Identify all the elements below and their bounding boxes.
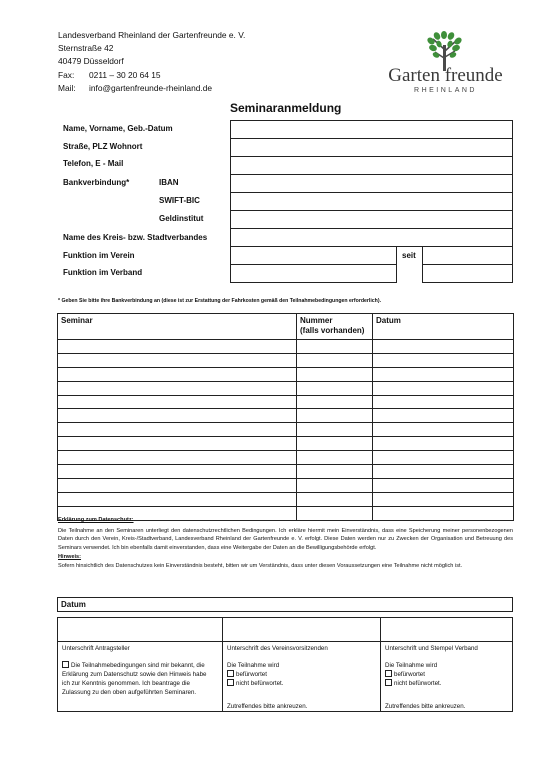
privacy-heading: Erklärung zum Datenschutz: <box>58 517 134 523</box>
club-approval-line: Die Teilnahme wird <box>227 662 280 669</box>
bic-field[interactable] <box>230 192 513 211</box>
nummer-cell[interactable] <box>297 353 373 367</box>
label-bic: SWIFT-BIC <box>159 196 200 205</box>
datum-cell[interactable] <box>373 367 514 381</box>
nummer-cell[interactable] <box>297 381 373 395</box>
datum-cell[interactable] <box>373 437 514 451</box>
sender-address <box>58 29 245 95</box>
hint-text: Sofern hinsichtlich des Datenschutzes kein Einverständnis besteht, bitten wir um Verständnis, dass unter diesen Voraussetzungen eine Teilnahme nicht möglich ist. <box>58 562 463 569</box>
assoc-approve-checkbox[interactable] <box>385 670 392 677</box>
mail-label: Mail: <box>58 82 76 93</box>
nummer-cell[interactable] <box>297 465 373 479</box>
logo-region: RHEINLAND <box>414 87 477 94</box>
label-district: Name des Kreis- bzw. Stadtverbandes <box>63 233 208 242</box>
phone-field[interactable] <box>230 156 513 175</box>
label-institute: Geldinstitut <box>159 214 204 223</box>
iban-field[interactable] <box>230 174 513 193</box>
seminar-table-header <box>58 314 514 340</box>
club-approve-checkbox[interactable] <box>227 670 234 677</box>
assoc-approval <box>385 661 441 688</box>
nummer-cell[interactable] <box>297 451 373 465</box>
table-row <box>58 381 514 395</box>
signature-line-club[interactable] <box>223 618 380 642</box>
applicant-heading: Unterschrift Antragsteller <box>62 645 130 652</box>
col-nummer-label: Nummer <box>300 316 333 325</box>
nummer-cell[interactable] <box>297 492 373 506</box>
signature-applicant <box>58 618 223 711</box>
seminar-cell[interactable] <box>58 367 297 381</box>
nummer-cell[interactable] <box>297 478 373 492</box>
assoc-approval-line: Die Teilnahme wird <box>385 662 438 669</box>
table-row <box>58 340 514 354</box>
assoc-reject-checkbox[interactable] <box>385 679 392 686</box>
label-street: Straße, PLZ Wohnort <box>63 142 143 151</box>
table-row <box>58 409 514 423</box>
street: Sternstraße 42 <box>58 43 114 54</box>
datum-cell[interactable] <box>373 465 514 479</box>
table-row <box>58 367 514 381</box>
institute-field[interactable] <box>230 210 513 229</box>
table-row <box>58 451 514 465</box>
applicant-consent <box>62 661 214 697</box>
logo-wordmark: Garten freunde <box>388 65 503 86</box>
datum-cell[interactable] <box>373 492 514 506</box>
club-heading: Unterschrift des Vereinsvorsitzenden <box>227 645 328 652</box>
privacy-section <box>58 516 513 570</box>
signature-club-chair <box>223 618 381 711</box>
seminar-cell[interactable] <box>58 409 297 423</box>
col-nummer-sub: (falls vorhanden) <box>300 326 365 335</box>
logo <box>373 31 518 99</box>
seminar-table <box>57 313 514 521</box>
org-name: Landesverband Rheinland der Gartenfreunde e. V. <box>58 30 246 40</box>
mail-line <box>58 82 245 95</box>
assoc-function-field[interactable] <box>230 264 397 283</box>
seminar-cell[interactable] <box>58 492 297 506</box>
nummer-cell[interactable] <box>297 367 373 381</box>
seminar-cell[interactable] <box>58 381 297 395</box>
city: 40479 Düsseldorf <box>58 56 124 67</box>
table-row <box>58 478 514 492</box>
datum-cell[interactable] <box>373 353 514 367</box>
seminar-cell[interactable] <box>58 340 297 354</box>
table-row <box>58 353 514 367</box>
nummer-cell[interactable] <box>297 395 373 409</box>
col-datum: Datum <box>373 314 514 340</box>
label-iban: IBAN <box>159 178 179 187</box>
datum-cell[interactable] <box>373 381 514 395</box>
nummer-cell[interactable] <box>297 340 373 354</box>
privacy-text: Die Teilnahme an den Seminaren unterliegt den datenschutzrechtlichen Bedingungen. Ich erkläre hiermit mein Einverständnis, dass eine Speicherung meiner personenbezogenen Daten durch den Verein, Kreis-/Stadtverband, Landesverband Rheinland der Gartenfreunde e. V. erfolgt. Diese Daten werden nur zu Zwecken der Organisation und Betreuung des Seminars verwendet. Ich bin ebenfalls damit einverstanden, dass eine Weitergabe der Daten an die Bewilligungsbehörde erfolgt. <box>58 527 513 551</box>
seminar-cell[interactable] <box>58 437 297 451</box>
label-club-function: Funktion im Verein <box>63 251 135 260</box>
district-field[interactable] <box>230 228 513 247</box>
label-bank: Bankverbindung* <box>63 178 130 187</box>
assoc-note: Zutreffendes bitte ankreuzen. <box>385 703 466 710</box>
signature-association <box>381 618 512 711</box>
label-name: Name, Vorname, Geb.-Datum <box>63 124 173 133</box>
form-title: Seminaranmeldung <box>230 101 342 115</box>
signature-line-applicant[interactable] <box>58 618 222 642</box>
fax-line <box>58 69 245 82</box>
seminar-cell[interactable] <box>58 395 297 409</box>
nummer-cell[interactable] <box>297 437 373 451</box>
club-option-approve <box>227 670 283 679</box>
fax-label: Fax: <box>58 69 75 80</box>
applicant-consent-text: Die Teilnahmebedingungen sind mir bekannt, die Erklärung zum Datenschutz sowie den Hinweis habe ich zur Kenntnis genommen. Ich beantrage die Zulassung zu den oben aufgeführten Seminaren. <box>62 662 207 696</box>
nummer-cell[interactable] <box>297 409 373 423</box>
table-row <box>58 395 514 409</box>
signature-block <box>57 617 513 712</box>
seminar-cell[interactable] <box>58 353 297 367</box>
fax-number: 0211 – 30 20 64 15 <box>89 69 161 80</box>
datum-cell[interactable] <box>373 409 514 423</box>
label-since: seit <box>402 251 416 260</box>
label-phone: Telefon, E - Mail <box>63 159 124 168</box>
consent-checkbox[interactable] <box>62 661 69 668</box>
mail-address: info@gartenfreunde-rheinland.de <box>89 82 213 93</box>
assoc-option-approve <box>385 670 441 679</box>
col-seminar: Seminar <box>58 314 297 340</box>
table-row <box>58 465 514 479</box>
assoc-approve-label: befürwortet <box>394 671 425 678</box>
since-field[interactable] <box>422 246 513 265</box>
assoc-heading: Unterschrift und Stempel Verband <box>385 645 478 652</box>
seminar-cell[interactable] <box>58 451 297 465</box>
datum-cell[interactable] <box>373 423 514 437</box>
table-row <box>58 423 514 437</box>
label-assoc-function: Funktion im Verband <box>63 268 143 277</box>
club-approval <box>227 661 283 688</box>
hint-heading: Hinweis: <box>58 554 82 560</box>
datum-cell[interactable] <box>373 395 514 409</box>
seminar-cell[interactable] <box>58 465 297 479</box>
datum-label: Datum <box>61 600 86 609</box>
street-field[interactable] <box>230 138 513 157</box>
nummer-cell[interactable] <box>297 423 373 437</box>
datum-field[interactable] <box>57 597 513 612</box>
assoc-since-field[interactable] <box>422 264 513 283</box>
table-row <box>58 437 514 451</box>
col-nummer <box>297 314 373 340</box>
datum-cell[interactable] <box>373 340 514 354</box>
club-reject-label: nicht befürwortet. <box>236 680 284 687</box>
assoc-option-reject <box>385 679 441 688</box>
seminar-cell[interactable] <box>58 478 297 492</box>
club-reject-checkbox[interactable] <box>227 679 234 686</box>
bank-footnote: * Geben Sie bitte ihre Bankverbindung an (diese ist zur Erstattung der Fahrkosten gemäß den Teilnahmebedingungen erforderlich). <box>58 298 382 304</box>
signature-line-association[interactable] <box>381 618 512 642</box>
club-function-field[interactable] <box>230 246 397 265</box>
seminar-cell[interactable] <box>58 423 297 437</box>
table-row <box>58 492 514 506</box>
datum-cell[interactable] <box>373 478 514 492</box>
assoc-reject-label: nicht befürwortet. <box>394 680 442 687</box>
datum-cell[interactable] <box>373 451 514 465</box>
name-field[interactable] <box>230 120 513 139</box>
club-option-reject <box>227 679 283 688</box>
club-note: Zutreffendes bitte ankreuzen. <box>227 703 308 710</box>
club-approve-label: befürwortet <box>236 671 267 678</box>
